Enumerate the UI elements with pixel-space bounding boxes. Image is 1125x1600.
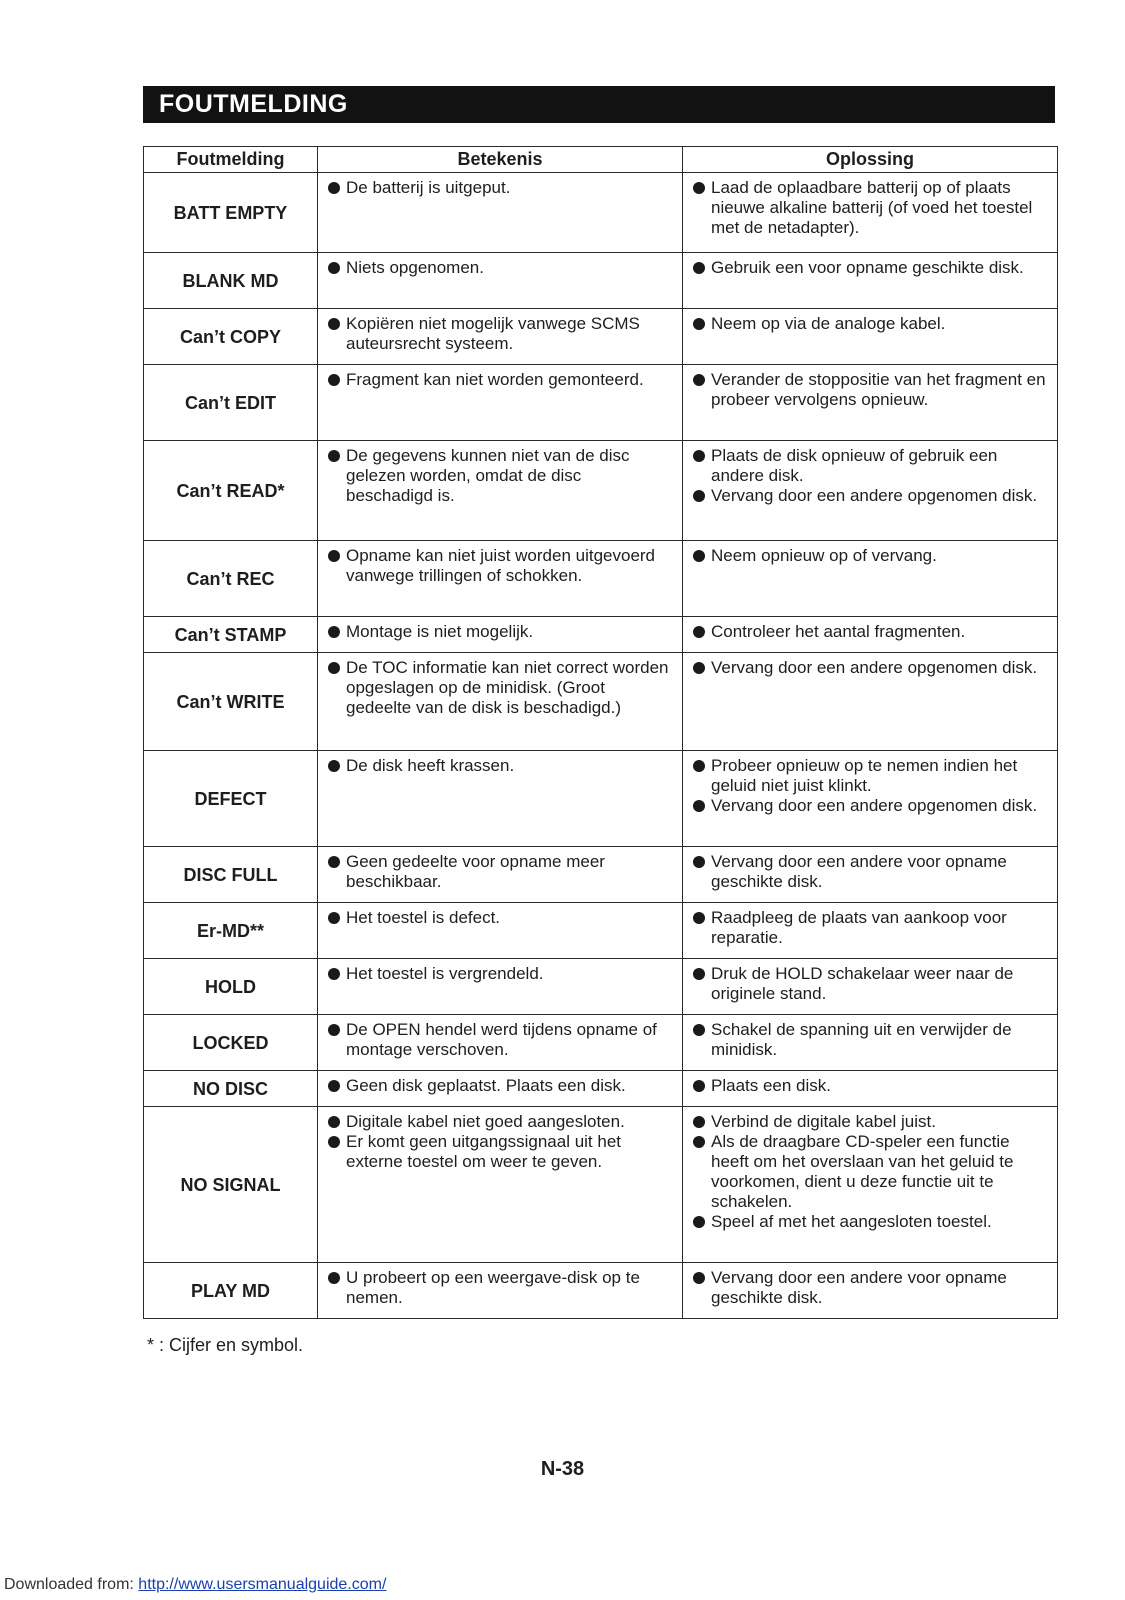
bullet-dot-icon	[328, 318, 340, 330]
bullet-dot-icon	[693, 1116, 705, 1128]
bullet-dot-icon	[693, 912, 705, 924]
bullet-text: Vervang door een andere voor opname geschikte disk.	[711, 852, 1007, 891]
page-number: N-38	[540, 1458, 585, 1480]
bullet-item	[328, 622, 672, 642]
bullet-text: De gegevens kunnen niet van de disc gelezen worden, omdat de disc beschadigd is.	[346, 446, 630, 505]
meaning-cell	[318, 653, 683, 751]
bullet-text: De disk heeft krassen.	[346, 756, 515, 775]
bullet-dot-icon	[693, 490, 705, 502]
error-code: Er-MD**	[144, 903, 318, 959]
error-code: PLAY MD	[144, 1263, 318, 1319]
bullet-text: Vervang door een andere voor opname geschikte disk.	[711, 1268, 1007, 1307]
bullet-dot-icon	[693, 374, 705, 386]
bullet-text: De TOC informatie kan niet correct worden opgeslagen op de minidisk. (Groot gedeelte van de disk is beschadigd.)	[346, 658, 669, 717]
bullet-text: Digitale kabel niet goed aangesloten.	[346, 1112, 625, 1131]
bullet-text: Als de draagbare CD-speler een functie heeft om het overslaan van het geluid te voorkomen, dient u deze functie uit te schakelen.	[711, 1132, 1014, 1211]
bullet-item	[693, 1212, 1047, 1232]
bullet-item	[693, 658, 1047, 678]
bullet-dot-icon	[328, 1272, 340, 1284]
bullet-item	[328, 1132, 672, 1172]
error-code: Can’t WRITE	[144, 653, 318, 751]
bullet-text: Kopiëren niet mogelijk vanwege SCMS auteursrecht systeem.	[346, 314, 640, 353]
bullet-item	[693, 964, 1047, 1004]
bullet-dot-icon	[328, 912, 340, 924]
error-code: Can’t READ*	[144, 441, 318, 541]
bullet-text: Montage is niet mogelijk.	[346, 622, 534, 641]
meaning-cell	[318, 1071, 683, 1107]
table-row	[144, 1107, 1058, 1263]
table-row	[144, 1263, 1058, 1319]
bullet-text: De OPEN hendel werd tijdens opname of montage verschoven.	[346, 1020, 657, 1059]
bullet-item	[693, 178, 1047, 238]
error-code: Can’t STAMP	[144, 617, 318, 653]
bullet-text: U probeert op een weergave-disk op te nemen.	[346, 1268, 640, 1307]
table-row	[144, 903, 1058, 959]
bullet-item	[693, 1020, 1047, 1060]
error-code: Can’t EDIT	[144, 365, 318, 441]
meaning-cell	[318, 617, 683, 653]
bullet-item	[693, 370, 1047, 410]
meaning-cell	[318, 1107, 683, 1263]
error-message-table	[143, 146, 1058, 1319]
solution-cell	[683, 1107, 1058, 1263]
bullet-item	[693, 756, 1047, 796]
bullet-dot-icon	[328, 662, 340, 674]
bullet-text: Probeer opnieuw op te nemen indien het geluid niet juist klinkt.	[711, 756, 1018, 795]
bullet-dot-icon	[328, 760, 340, 772]
bullet-item	[693, 446, 1047, 486]
solution-cell	[683, 751, 1058, 847]
table-row	[144, 365, 1058, 441]
table-row	[144, 253, 1058, 309]
bullet-item	[328, 1020, 672, 1060]
bullet-dot-icon	[328, 856, 340, 868]
bullet-item	[693, 486, 1047, 506]
bullet-item	[328, 852, 672, 892]
bullet-dot-icon	[693, 1216, 705, 1228]
bullet-item	[328, 446, 672, 506]
bullet-text: Niets opgenomen.	[346, 258, 484, 277]
bullet-dot-icon	[328, 374, 340, 386]
meaning-cell	[318, 959, 683, 1015]
bullet-text: Geen gedeelte voor opname meer beschikbaar.	[346, 852, 605, 891]
bullet-dot-icon	[693, 760, 705, 772]
error-code: Can’t COPY	[144, 309, 318, 365]
bullet-item	[693, 1112, 1047, 1132]
solution-cell	[683, 847, 1058, 903]
header-solution: Oplossing	[683, 147, 1058, 173]
bullet-dot-icon	[693, 450, 705, 462]
bullet-dot-icon	[328, 550, 340, 562]
table-row	[144, 441, 1058, 541]
bullet-text: Fragment kan niet worden gemonteerd.	[346, 370, 644, 389]
solution-cell	[683, 173, 1058, 253]
meaning-cell	[318, 1015, 683, 1071]
bullet-dot-icon	[328, 182, 340, 194]
bullet-text: Schakel de spanning uit en verwijder de minidisk.	[711, 1020, 1012, 1059]
bullet-text: Vervang door een andere opgenomen disk.	[711, 486, 1038, 505]
bullet-text: De batterij is uitgeput.	[346, 178, 511, 197]
error-code: BATT EMPTY	[144, 173, 318, 253]
table-row	[144, 1015, 1058, 1071]
bullet-text: Het toestel is vergrendeld.	[346, 964, 544, 983]
bullet-dot-icon	[693, 1024, 705, 1036]
solution-cell	[683, 653, 1058, 751]
bullet-dot-icon	[328, 262, 340, 274]
header-code: Foutmelding	[144, 147, 318, 173]
bullet-item	[328, 1076, 672, 1096]
bullet-text: Speel af met het aangesloten toestel.	[711, 1212, 992, 1231]
bullet-item	[328, 658, 672, 718]
error-code: LOCKED	[144, 1015, 318, 1071]
bullet-item	[693, 1132, 1047, 1212]
meaning-cell	[318, 903, 683, 959]
bullet-dot-icon	[693, 318, 705, 330]
footnote: * : Cijfer en symbol.	[147, 1335, 304, 1355]
table-row	[144, 1071, 1058, 1107]
bullet-item	[693, 546, 1047, 566]
bullet-text: Neem opnieuw op of vervang.	[711, 546, 937, 565]
bullet-dot-icon	[693, 968, 705, 980]
error-code: HOLD	[144, 959, 318, 1015]
download-note	[4, 1576, 386, 1594]
bullet-dot-icon	[693, 856, 705, 868]
bullet-item	[328, 370, 672, 390]
bullet-item	[693, 852, 1047, 892]
bullet-text: Controleer het aantal fragmenten.	[711, 622, 966, 641]
error-code: NO DISC	[144, 1071, 318, 1107]
bullet-item	[328, 1112, 672, 1132]
bullet-dot-icon	[693, 626, 705, 638]
bullet-text: Het toestel is defect.	[346, 908, 501, 927]
bullet-item	[693, 908, 1047, 948]
bullet-dot-icon	[693, 550, 705, 562]
bullet-text: Laad de oplaadbare batterij op of plaats nieuwe alkaline batterij (of voed het toestel met de netadapter).	[711, 178, 1033, 237]
bullet-dot-icon	[693, 1272, 705, 1284]
section-title: FOUTMELDING	[159, 90, 348, 118]
bullet-text: Er komt geen uitgangssignaal uit het externe toestel om weer te geven.	[346, 1132, 622, 1171]
bullet-dot-icon	[328, 626, 340, 638]
bullet-text: Vervang door een andere opgenomen disk.	[711, 796, 1038, 815]
table-row	[144, 173, 1058, 253]
bullet-text: Plaats de disk opnieuw of gebruik een andere disk.	[711, 446, 998, 485]
bullet-text: Verander de stoppositie van het fragment en probeer vervolgens opnieuw.	[711, 370, 1046, 409]
bullet-text: Verbind de digitale kabel juist.	[711, 1112, 936, 1131]
bullet-text: Opname kan niet juist worden uitgevoerd vanwege trillingen of schokken.	[346, 546, 656, 585]
bullet-item	[693, 314, 1047, 334]
download-label: Downloaded from:	[4, 1576, 139, 1593]
header-meaning: Betekenis	[318, 147, 683, 173]
meaning-cell	[318, 309, 683, 365]
bullet-dot-icon	[328, 1136, 340, 1148]
table-row	[144, 847, 1058, 903]
bullet-item	[328, 908, 672, 928]
meaning-cell	[318, 441, 683, 541]
bullet-text: Gebruik een voor opname geschikte disk.	[711, 258, 1024, 277]
bullet-item	[328, 964, 672, 984]
solution-cell	[683, 365, 1058, 441]
bullet-text: Plaats een disk.	[711, 1076, 832, 1095]
meaning-cell	[318, 1263, 683, 1319]
bullet-item	[328, 314, 672, 354]
bullet-text: Druk de HOLD schakelaar weer naar de originele stand.	[711, 964, 1014, 1003]
meaning-cell	[318, 847, 683, 903]
meaning-cell	[318, 173, 683, 253]
bullet-item	[328, 546, 672, 586]
bullet-dot-icon	[693, 662, 705, 674]
solution-cell	[683, 617, 1058, 653]
error-code: DEFECT	[144, 751, 318, 847]
bullet-item	[693, 622, 1047, 642]
bullet-item	[328, 1268, 672, 1308]
bullet-item	[328, 258, 672, 278]
table-row	[144, 617, 1058, 653]
meaning-cell	[318, 253, 683, 309]
bullet-dot-icon	[693, 262, 705, 274]
bullet-item	[693, 258, 1047, 278]
solution-cell	[683, 541, 1058, 617]
bullet-dot-icon	[693, 1136, 705, 1148]
bullet-text: Geen disk geplaatst. Plaats een disk.	[346, 1076, 626, 1095]
table-row	[144, 653, 1058, 751]
meaning-cell	[318, 751, 683, 847]
bullet-dot-icon	[693, 182, 705, 194]
bullet-dot-icon	[693, 1080, 705, 1092]
section-title-bar	[143, 86, 1055, 123]
bullet-dot-icon	[328, 450, 340, 462]
bullet-item	[328, 756, 672, 776]
table-row	[144, 541, 1058, 617]
solution-cell	[683, 1071, 1058, 1107]
bullet-dot-icon	[328, 1116, 340, 1128]
table-header-row	[144, 147, 1058, 173]
solution-cell	[683, 1015, 1058, 1071]
solution-cell	[683, 441, 1058, 541]
meaning-cell	[318, 365, 683, 441]
solution-cell	[683, 903, 1058, 959]
bullet-item	[328, 178, 672, 198]
bullet-text: Vervang door een andere opgenomen disk.	[711, 658, 1038, 677]
bullet-text: Neem op via de analoge kabel.	[711, 314, 946, 333]
bullet-text: Raadpleeg de plaats van aankoop voor reparatie.	[711, 908, 1007, 947]
table-row	[144, 959, 1058, 1015]
meaning-cell	[318, 541, 683, 617]
table-row	[144, 751, 1058, 847]
error-code: BLANK MD	[144, 253, 318, 309]
error-code: NO SIGNAL	[144, 1107, 318, 1263]
solution-cell	[683, 959, 1058, 1015]
bullet-dot-icon	[693, 800, 705, 812]
bullet-dot-icon	[328, 1080, 340, 1092]
bullet-dot-icon	[328, 968, 340, 980]
bullet-item	[693, 796, 1047, 816]
solution-cell	[683, 1263, 1058, 1319]
bullet-item	[693, 1268, 1047, 1308]
solution-cell	[683, 253, 1058, 309]
bullet-item	[693, 1076, 1047, 1096]
solution-cell	[683, 309, 1058, 365]
error-code: Can’t REC	[144, 541, 318, 617]
error-code: DISC FULL	[144, 847, 318, 903]
download-link[interactable]: http://www.usersmanualguide.com/	[138, 1576, 387, 1593]
table-body	[144, 173, 1058, 1319]
table-row	[144, 309, 1058, 365]
bullet-dot-icon	[328, 1024, 340, 1036]
